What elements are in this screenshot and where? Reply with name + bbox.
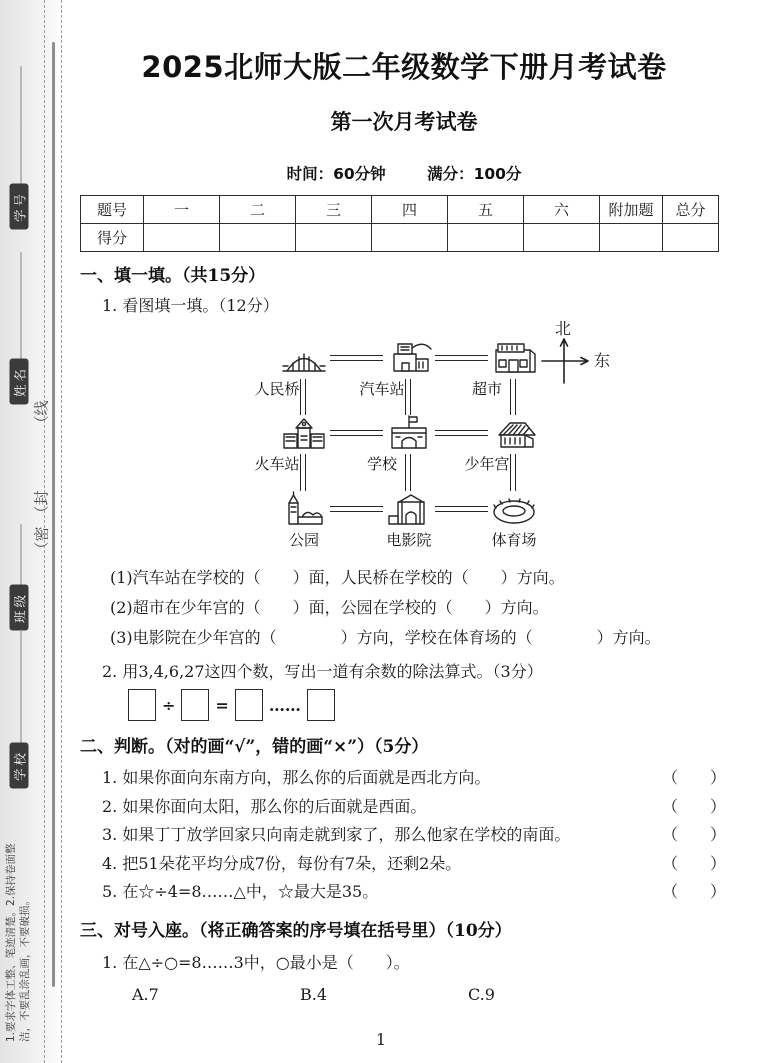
score-cell [220,224,296,252]
answer-bracket: （ ） [662,882,727,901]
seal-dashed-line [61,0,62,1063]
school-label: 学校 [10,743,29,789]
score-cell [448,224,524,252]
column-header: 四 [372,196,448,224]
full-score: 满分：100分 [427,165,522,183]
table-row [81,196,719,224]
compass-north-label: 北 [555,319,572,338]
map-site-school [366,414,447,474]
true-false-item: 2. 如果你面向太阳，那么你的后面就是西面。 （ ） [102,793,728,822]
answer-box [235,689,263,721]
true-false-item: 4. 把51朵花平均分成7份，每份有7朵，还剩2朵。 （ ） [102,850,728,879]
true-false-item: 5. 在☆÷4=8……△中，☆最大是35。 （ ） [102,878,728,907]
seal-char-mi: （密 [32,526,51,557]
true-false-item: 1. 如果你面向东南方向，那么你的后面就是西北方向。 （ ） [102,764,728,793]
train-station-icon [280,414,328,454]
bridge-icon [280,339,328,379]
divide-sign: ÷ [162,695,176,715]
true-false-list [80,764,728,907]
time-limit: 时间：60分钟 [286,165,386,183]
section-2-heading: 二、判断。（对的画“√”，错的画“×”）（5分） [80,737,429,757]
score-cell [372,224,448,252]
map-site-cinema [371,490,447,550]
seal-char-line: （线 [32,400,51,431]
map-diagram [236,319,688,563]
youth-palace-icon [490,414,538,454]
question-1-label: 1. 看图填一填。（12分） [102,296,279,315]
school-icon [385,414,433,454]
table-row [81,224,719,252]
column-header: 总分 [663,196,719,224]
option-a: A.7 [132,984,159,1004]
park-icon [280,490,328,530]
page-number: 1 [375,1030,387,1049]
map-site-train-station [254,414,342,474]
question-2-label: 2. 用3,4,6,27这四个数，写出一道有余数的除法算式。（3分） [102,662,543,681]
question-number-header: 题号 [81,196,144,224]
bus-station-icon [385,339,433,379]
map-label: 人民桥 [254,380,300,398]
fill-blank-question: (1)汽车站在学校的（ ）面，人民桥在学校的（ ）方向。 [110,568,565,587]
map-label: 超市 [471,380,502,398]
map-label: 火车站 [254,455,300,473]
map-label: 电影院 [386,531,432,549]
fill-blank-question: (3)电影院在少年宫的（ ）方向，学校在体育场的（ ）方向。 [110,628,661,647]
class-label: 班级 [10,585,29,631]
column-header: 一 [144,196,220,224]
column-header: 三 [296,196,372,224]
map-site-bridge [254,339,342,399]
compass-icon [526,319,616,403]
compass-east-label: 东 [594,351,611,370]
map-site-bus-station [359,339,447,399]
answer-bracket: （ ） [662,825,727,844]
answer-box [128,689,156,721]
choice-options [132,983,728,1007]
exam-meta [80,162,728,184]
section-3-heading: 三、对号入座。（将正确答案的序号填在括号里）（10分） [80,920,512,941]
score-table [80,195,719,252]
score-cell [144,224,220,252]
option-c: C.9 [468,984,495,1004]
map-site-youth-palace [464,414,552,474]
map-label: 汽车站 [359,380,405,398]
option-b: B.4 [300,984,328,1004]
name-blank-line [20,252,22,360]
map-site-stadium [476,490,552,550]
stadium-icon [490,490,538,530]
remainder-dots: …… [268,695,301,715]
equals-sign: = [215,695,229,715]
seal-solid-line [52,42,55,987]
score-cell [296,224,372,252]
column-header: 二 [220,196,296,224]
column-header: 六 [524,196,600,224]
answer-box [181,689,209,721]
exam-title: 2025北师大版二年级数学下册月考试卷 [141,50,667,84]
class-blank-line [20,524,22,586]
true-false-item: 3. 如果丁丁放学回家只向南走就到家了，那么他家在学校的南面。 （ ） [102,821,728,850]
student-id-label: 学号 [10,184,29,230]
score-row-header: 得分 [81,224,144,252]
section-1-heading: 一、填一填。（共15分） [80,266,266,286]
fill-blank-question: (2)超市在少年宫的（ ）面，公园在学校的（ ）方向。 [110,598,549,617]
map-label: 少年宫 [464,455,510,473]
exam-instructions-note: 1.要求字体工整、笔迹清楚。2.保持卷面整洁，不要乱涂乱画，不要破损。 [5,843,31,1042]
score-cell [663,224,719,252]
exam-subtitle: 第一次月考试卷 [330,110,478,134]
student-id-blank-line [20,66,22,184]
answer-bracket: （ ） [662,853,727,873]
cinema-icon [385,490,433,530]
column-header: 五 [448,196,524,224]
score-cell [600,224,663,252]
map-site-park [266,490,342,550]
answer-bracket: （ ） [662,796,727,816]
map-label: 公园 [288,531,319,549]
score-cell [524,224,600,252]
map-label: 体育场 [491,531,537,549]
seal-char-feng: （封 [32,490,51,521]
division-formula [124,687,728,723]
school-blank-line [20,630,22,744]
answer-bracket: （ ） [662,768,727,787]
multiple-choice-question: 1. 在△÷○=8……3中，○最小是（ ）。 [102,952,410,972]
answer-box [307,689,335,721]
name-label: 姓名 [10,359,29,405]
exam-page [80,0,728,1007]
map-label: 学校 [366,455,397,473]
seal-margin [0,0,66,1063]
column-header: 附加题 [600,196,663,224]
